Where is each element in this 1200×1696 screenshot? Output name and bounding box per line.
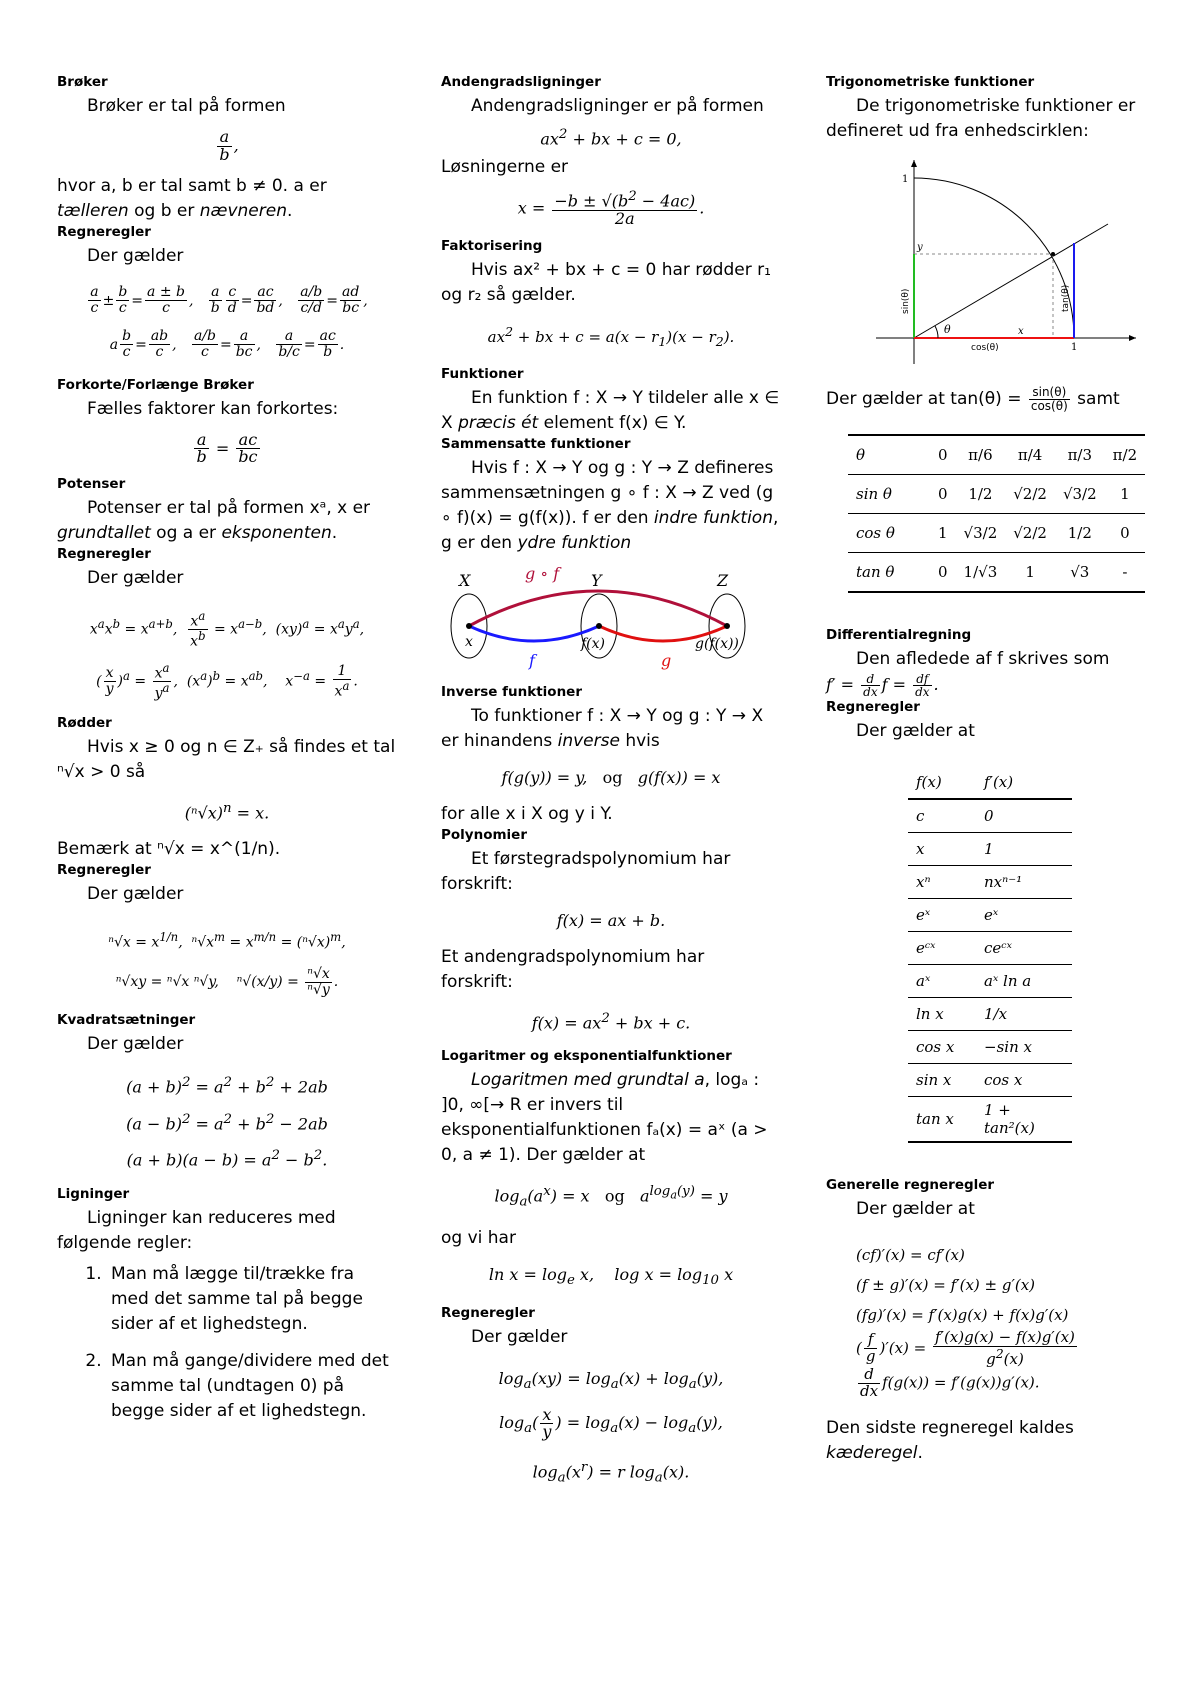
column-2 (441, 66, 781, 1507)
fraction-rules: $\frac{a}{c}$ ± $\frac{b}{c}$ = $\frac{a \pm b}{c}$ , $\frac{a}{b}$ $\frac{c}{d}$ = $\frac{ac}{bd}$ , $\frac{a/b}{c/d}$ = $\frac{ad}{bc}$ , a $\frac{b}{c}$ = $\frac{ab}{c}$ , $\frac{a/b}{c}$ = $\frac{a}{bc}$ , $\frac{a}{b/c}$ = $\frac{ac}{b}$ . (90, 284, 368, 361)
kvadrat-formulas: $(a + b)^2 = a^2 + b^2 + 2ab$ $(a - b)^2 = a^2 + b^2 - 2ab$ $(a + b)(a - b) = a^2 - b^2$. (126, 1075, 328, 1170)
regneregler-2-text: Der gælder (87, 568, 184, 589)
roedder-note: Bemærk at ⁿ√x = x^(1/n). (57, 838, 281, 859)
column-3 (826, 66, 1166, 1466)
g-label: g (661, 651, 672, 671)
theta-label: θ (944, 323, 951, 336)
ln-log-formula: $\ln x = \log_e x$, $\log x = \log_{10} x$ (488, 1265, 734, 1289)
heading-funktioner: Funktioner (441, 366, 524, 383)
regneregler-3-text: Der gælder (87, 883, 184, 904)
table-row: xⁿ nxⁿ⁻¹ (908, 865, 1072, 898)
quadratic-eq: $ax^2$ + bx + c = 0, (540, 127, 682, 149)
gof-label: g ∘ f (525, 566, 560, 584)
point-gfx-label: g(f(x)) (695, 636, 739, 653)
log-def-formula: $\log_a(a^x) = x$ og $a^{log_a(y)} = y$ (494, 1183, 728, 1210)
table-row: aˣ aˣ ln a (908, 964, 1072, 997)
trig-text: De trigonometriske funktioner er defineret ud fra enhedscirklen: (826, 96, 1136, 141)
roedder-text: Hvis x ≥ 0 og n ∈ Z₊ så findes et tal ⁿ√x > 0 så (57, 736, 396, 782)
heading-roedder: Rødder (57, 714, 112, 731)
polynomier-first: Et førstegradspolynomium har forskrift: (441, 849, 731, 895)
point-fx-label: f(x) (581, 636, 606, 653)
y-label: y (917, 242, 923, 253)
heading-andengrad: Andengradsligninger (441, 74, 601, 90)
heading-generelle: Generelle regneregler (826, 1176, 995, 1193)
tan-label: tan(θ) (1061, 284, 1071, 312)
trig-values-table (848, 434, 1145, 593)
heading-trig: Trigonometriske funktioner (826, 74, 1035, 90)
logaritmer-vi-har: og vi har (441, 1228, 516, 1249)
fraction-def: $\frac{a}{b}$ , (219, 127, 239, 164)
table-row: sin θ 0 1/2 √2/2 √3/2 1 (848, 475, 1145, 514)
heading-regneregler-diff: Regneregler (826, 698, 920, 715)
root-rules: $^n√x = x^{1/n}$, $^n√x^m = x^{m/n} = (^n√x)^m$, ⁿ√xy = ⁿ√x ⁿ√y, ⁿ√(x/y) = $\frac{\text{ⁿ√x}}{\text{ⁿ√y}}$ . (108, 929, 346, 998)
heading-kvadrat: Kvadratsætninger (57, 1012, 196, 1029)
table-row: θ 0 π/6 π/4 π/3 π/2 (848, 435, 1145, 475)
f-label: f (529, 651, 535, 671)
root-formula: $(^n√x)^n = x$. (184, 800, 270, 822)
axis-1-x-label: 1 (1071, 342, 1078, 353)
heading-faktor: Faktorisering (441, 238, 543, 255)
composition-diagram (441, 566, 781, 676)
axis-1-y-label: 1 (902, 174, 909, 185)
regneregler-1-text: Der gælder (87, 245, 184, 266)
list-item: 2. Man må gange/dividere med det samme tal (undtagen 0) på begge sider af et lighedstegn. (107, 1349, 397, 1424)
kaede-text: Den sidste regneregel kaldes kæderegel. (826, 1417, 1074, 1463)
table-row: cos x −sin x (908, 1030, 1072, 1063)
forkorte-formula: $\frac{a}{b}$ = $\frac{ac}{bc}$ (196, 429, 258, 467)
quadratic-formula: x = $\frac{-b \pm √(b^2 - 4ac)}{2a}$ . (517, 189, 705, 229)
heading-sammensat: Sammensatte funktioner (441, 436, 631, 453)
heading-regneregler-3: Regneregler (57, 861, 151, 878)
regneregler-diff-text: Der gælder at (856, 720, 975, 741)
faktor-text: Hvis ax² + bx + c = 0 har rødder r₁ og r₂ så gælder. (441, 260, 771, 306)
heading-regneregler-2: Regneregler (57, 546, 151, 563)
kvadrat-text: Der gælder (87, 1034, 184, 1055)
point-x-label: x (465, 634, 473, 651)
derivative-table (908, 766, 1072, 1143)
heading-ligninger: Ligninger (57, 1186, 130, 1203)
inverse-forall: for alle x i X og y i Y. (441, 804, 613, 825)
table-row: tan θ 0 1/√3 1 √3 - (848, 553, 1145, 593)
heading-broker: Brøker (57, 74, 108, 90)
log-rules: $\log_a(xy) = \log_a(x) + \log_a(y)$, $\log_a$( $\frac{x}{y}$ ) = $\log_a(x) - \log_a(y)$, $\log_a(x^r) = r$ $\log_a(x)$. (498, 1369, 724, 1486)
table-row: c 0 (908, 799, 1072, 833)
general-rules: (cf)′(x) = cf′(x) (f ± g)′(x) = f′(x) ± g′(x) (fg)′(x) = f′(x)g(x) + f(x)g′(x) ( $\frac{f}{g}$ )′(x) = $\frac{f'(x)g(x) - f(x)g'(x)}{g^2(x)}$ $\frac{d}{dx}$ f(g(x)) = f′(g(x))g′(x). (856, 1245, 1075, 1401)
heading-diff: Differentialregning (826, 627, 972, 644)
linear-formula: f(x) = ax + b. (556, 911, 666, 931)
broker-intro: Brøker er tal på formen (87, 96, 286, 116)
set-x-label: X (459, 571, 471, 591)
table-row: eᶜˣ ceᶜˣ (908, 931, 1072, 964)
funktioner-text: En funktion f : X → Y tildeler alle x ∈ X præcis ét element f(x) ∈ Y. (441, 388, 780, 434)
heading-regneregler-log: Regneregler (441, 1305, 535, 1322)
table-row: eˣ eˣ (908, 898, 1072, 931)
set-z-label: Z (717, 571, 729, 591)
column-1 (57, 66, 397, 1436)
polynomier-second: Et andengradspolynomium har forskrift: (441, 947, 705, 993)
andengrad-text: Andengradsligninger er på formen (471, 96, 764, 116)
broker-definition: hvor a, b er tal samt b ≠ 0. a er tælleren og b er nævneren. (57, 175, 327, 221)
set-y-label: Y (591, 571, 602, 591)
faktor-formula: $ax^2$ + bx + $c = a(x - r_1)(x - r_2)$. (487, 324, 735, 350)
diff-notation: f′ = $\frac{d}{dx}$ f = $\frac{df}{dx}$ . (826, 671, 939, 700)
table-row: tan x 1 + tan²(x) (908, 1096, 1072, 1142)
table-row: f(x) f′(x) (908, 766, 1072, 799)
cos-label: cos(θ) (971, 343, 999, 353)
tan-note: Der gælder at tan(θ) = $\frac{\sin(\theta)}{\cos(\theta)}$ samt (826, 385, 1120, 413)
heading-polynomier: Polynomier (441, 827, 527, 844)
quadratic-poly-formula: $f(x) = ax^2$ + bx + c. (531, 1011, 691, 1033)
inverse-text: To funktioner f : X → Y og g : Y → X er hinandens inverse hvis (441, 706, 764, 752)
solutions-text: Løsningerne er (441, 157, 569, 178)
heading-inverse: Inverse funktioner (441, 684, 582, 701)
unit-circle-diagram (846, 152, 1146, 372)
table-row: x 1 (908, 832, 1072, 865)
forkorte-text: Fælles faktorer kan forkortes: (87, 398, 339, 419)
regneregler-log-text: Der gælder (471, 1327, 568, 1348)
sin-label: sin(θ) (901, 288, 911, 314)
generelle-text: Der gælder at (856, 1198, 975, 1219)
logaritmer-text: Logaritmen med grundtal a, logₐ : ]0, ∞[→ R er invers til eksponentialfunktionen fₐ(x) = aˣ (a > 0, a ≠ 1). Der gælder at (441, 1069, 768, 1165)
x-label: x (1018, 326, 1024, 337)
ligninger-text: Ligninger kan reduceres med følgende regler: (57, 1208, 336, 1254)
heading-logaritmer: Logaritmer og eksponentialfunktioner (441, 1047, 732, 1064)
ligninger-rules (57, 1262, 397, 1424)
sammensat-text: Hvis f : X → Y og g : Y → Z defineres sammensætningen g ∘ f : X → Z ved (g ∘ f)(x) = g(f(x)). f er den indre funktion, g er den ydre funktion (441, 458, 779, 554)
table-row: cos θ 1 √3/2 √2/2 1/2 0 (848, 514, 1145, 553)
list-item: 1. Man må lægge til/trække fra med det samme tal på begge sider af et lighedstegn. (107, 1262, 397, 1337)
inverse-formula: f(g(y)) = y, og g(f(x)) = x (501, 768, 721, 788)
heading-potenser: Potenser (57, 476, 126, 493)
potenser-text: Potenser er tal på formen xᵃ, x er grundtallet og a er eksponenten. (57, 498, 371, 544)
table-row: ln x 1/x (908, 997, 1072, 1030)
heading-regneregler-1: Regneregler (57, 223, 151, 240)
diff-text: Den afledede af f skrives som (856, 649, 1110, 670)
table-row: sin x cos x (908, 1063, 1072, 1096)
power-rules: $x^ax^b = x^{a+b}$, $\frac{x^a}{x^b}$ = $x^{a-b}$, $(xy)^a = x^ay^a$, ( $\frac{x}{y}$ )$^a$ = $\frac{x^a}{y^a}$ , $(x^a)^b = x^{ab}$, $x^{-a}$ = $\frac{1}{x^a}$ . (89, 609, 365, 702)
heading-forkorte: Forkorte/Forlænge Brøker (57, 376, 254, 393)
